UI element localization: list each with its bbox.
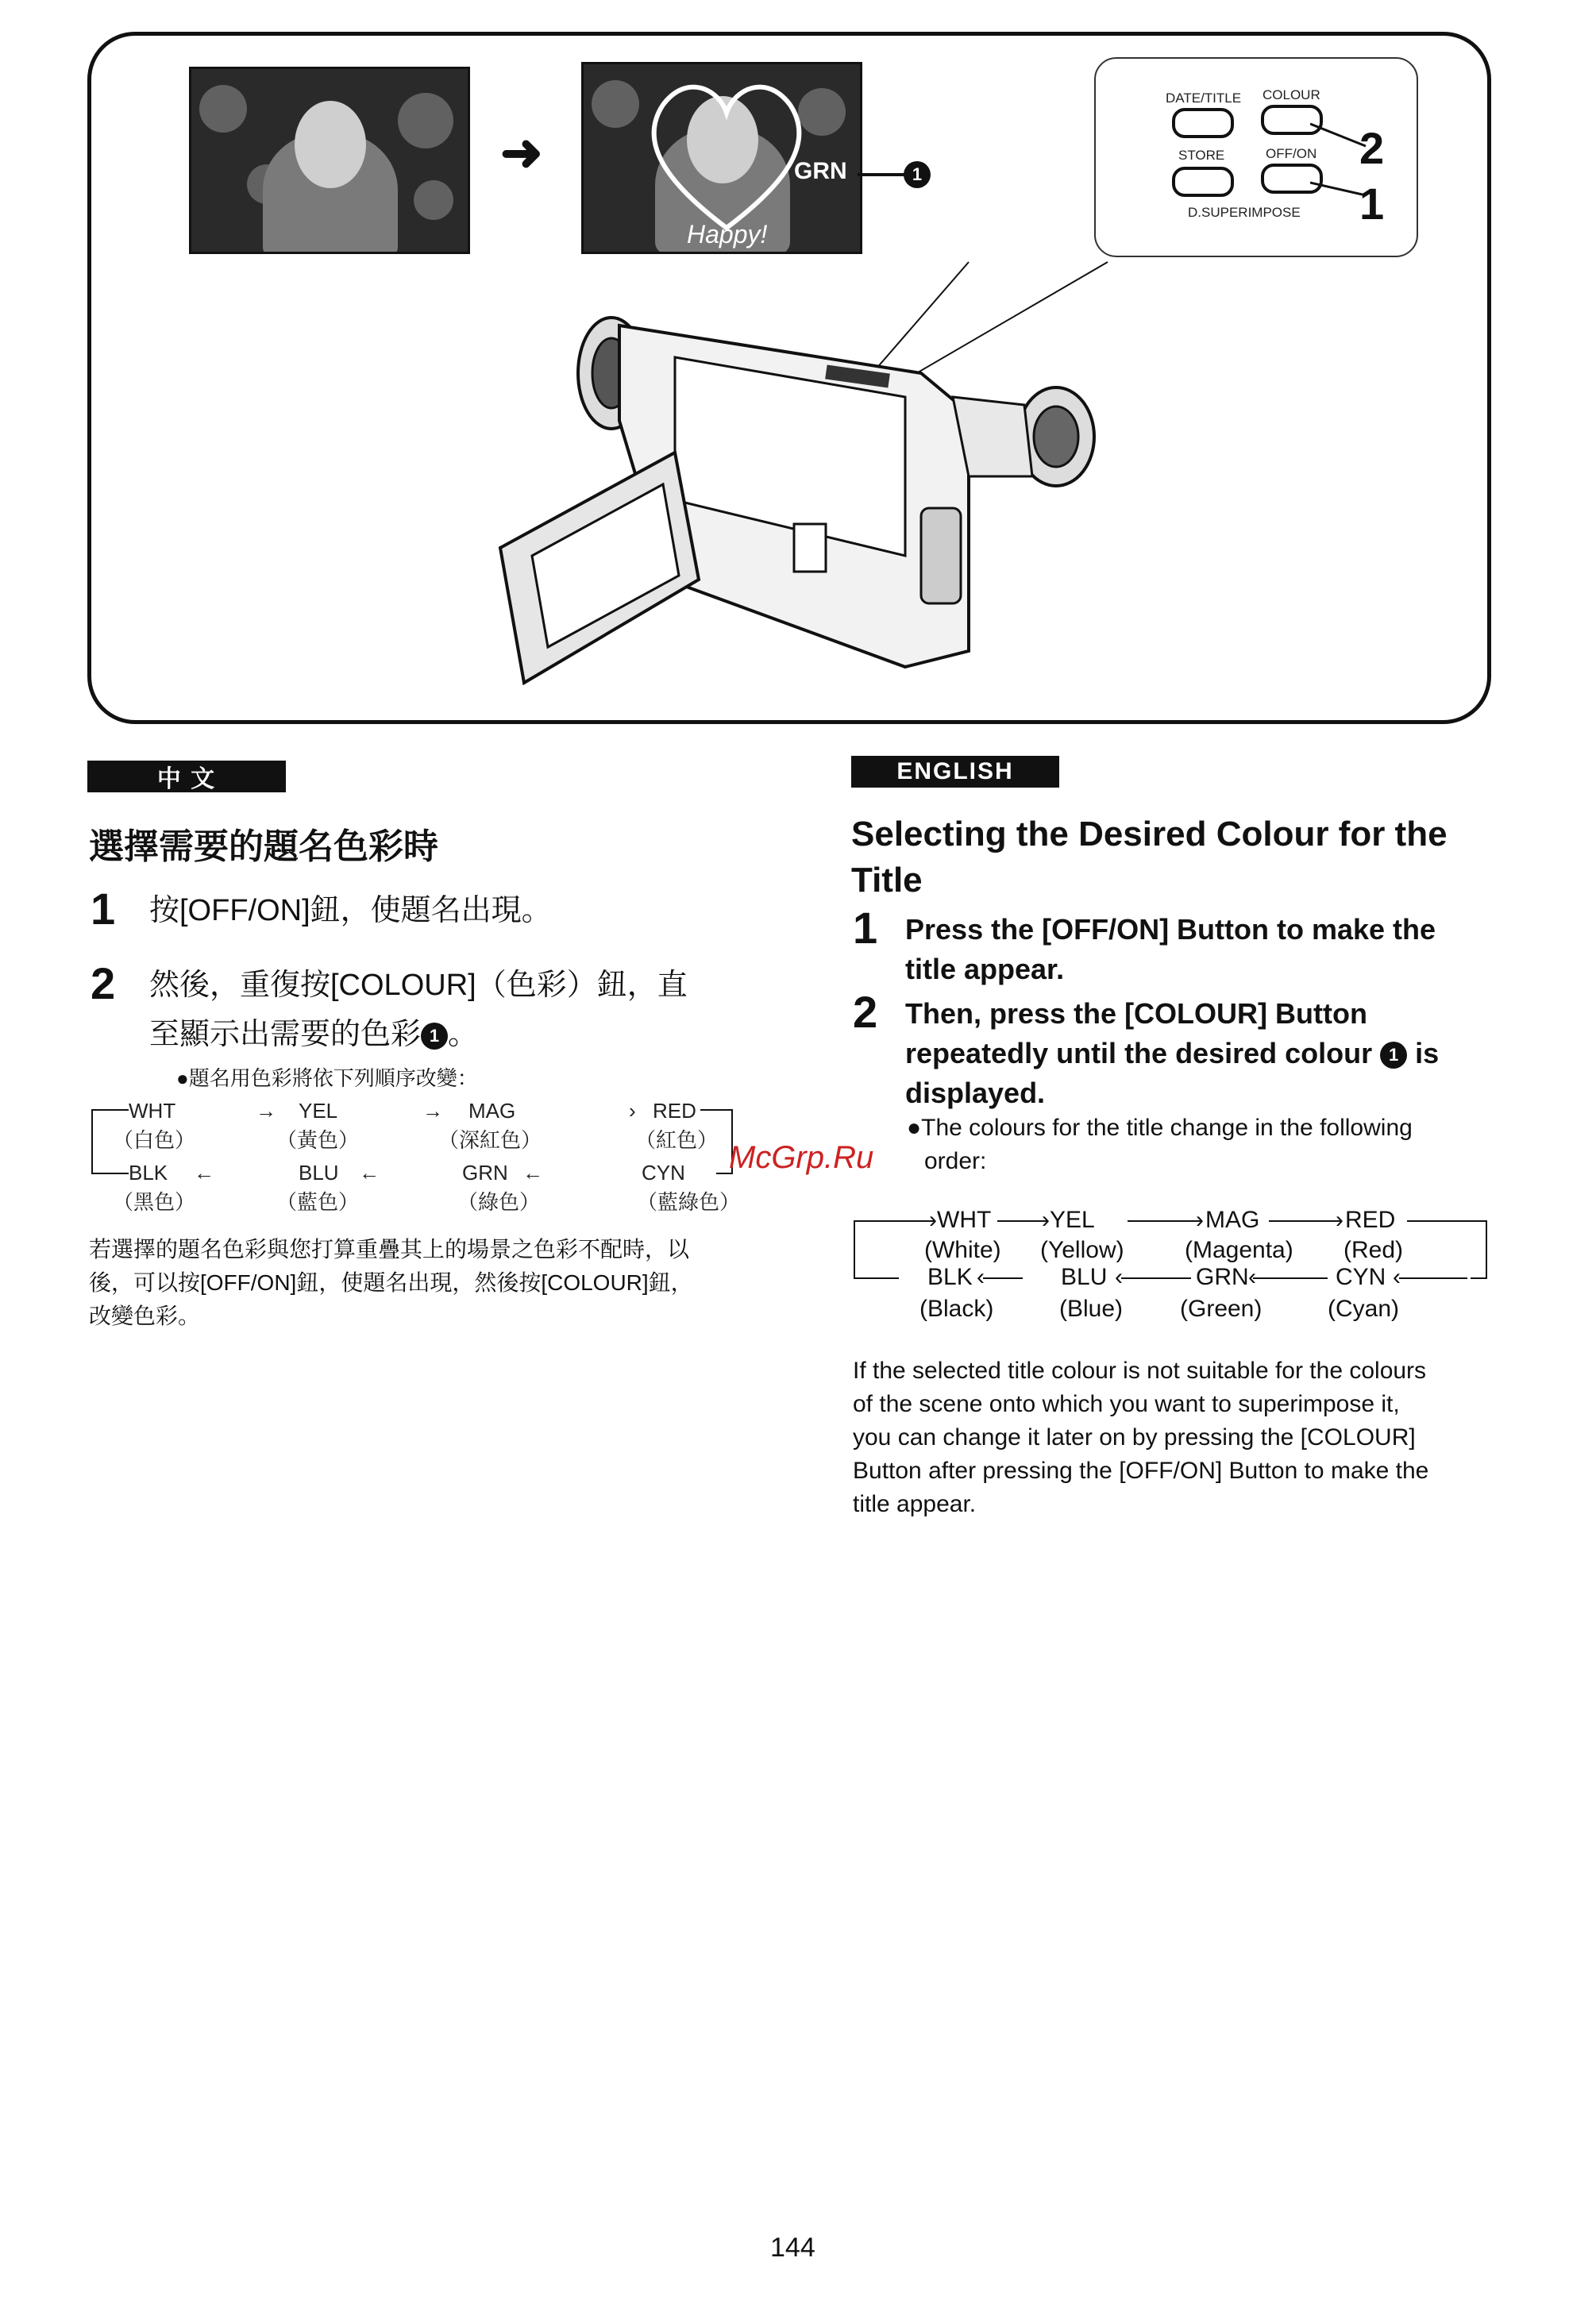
en-arrow-left-icon: ‹	[1248, 1264, 1256, 1290]
en-page-title-a: Selecting the Desired Colour for the	[851, 815, 1448, 853]
en-note-line-c: you can change it later on by pressing the [COLOUR]	[853, 1424, 1416, 1451]
zh-seq-grn-name: （綠色）	[457, 1190, 541, 1214]
en-arrow-right-icon: ›	[1336, 1207, 1343, 1233]
en-step-2-number: 2	[853, 987, 878, 1037]
en-page-title-b: Title	[851, 861, 923, 900]
english-section-tag: ENGLISH	[851, 756, 1059, 788]
en-step-1-number: 1	[853, 903, 878, 953]
arrow-right-icon: ➜	[500, 124, 543, 181]
colour-label: COLOUR	[1263, 87, 1320, 102]
en-seq-grn: GRN	[1196, 1264, 1249, 1290]
en-step-2-b-end: is	[1415, 1037, 1440, 1069]
en-seq-yel: YEL	[1050, 1207, 1095, 1233]
date-title-button[interactable]	[1172, 108, 1234, 138]
en-arrow-left-icon: ‹	[1393, 1264, 1401, 1290]
zh-bullet: ●題名用色彩將依下列順序改變：	[176, 1066, 478, 1090]
en-bullet-a: ●The colours for the title change in the following	[907, 1115, 1413, 1141]
zh-seq-cyn-name: （藍綠色）	[637, 1190, 741, 1214]
zh-step-1-number: 1	[91, 884, 116, 934]
en-seq-wht-name: (White)	[924, 1237, 1001, 1263]
en-arrow-left-icon: ‹	[1115, 1264, 1123, 1290]
en-seq-wht: WHT	[937, 1207, 992, 1233]
heart-frame-icon	[639, 69, 814, 244]
zh-seq-blk: BLK	[129, 1161, 168, 1185]
zh-seq-red-name: （紅色）	[635, 1128, 719, 1152]
superimpose-label: D.SUPERIMPOSE	[1188, 205, 1301, 220]
en-step-2-circle-number: 1	[1380, 1042, 1407, 1069]
en-arrow-right-icon: ›	[1196, 1207, 1204, 1233]
en-seq-cyn-name: (Cyan)	[1328, 1296, 1400, 1322]
zh-seq-red: RED	[653, 1099, 696, 1123]
title-caption: Happy!	[687, 220, 768, 249]
zh-step-2-circle-number: 1	[421, 1023, 448, 1050]
zh-step-1-text: 按[OFF/ON]鈕，使題名出現。	[149, 894, 552, 927]
zh-arrow-left-icon: ←	[359, 1161, 380, 1185]
en-seq-yel-name: (Yellow)	[1040, 1237, 1124, 1263]
en-seq-blk: BLK	[927, 1264, 973, 1290]
en-seq-blk-name: (Black)	[919, 1296, 994, 1322]
en-seq-blu: BLU	[1061, 1264, 1108, 1290]
en-step-2-c: displayed.	[905, 1077, 1046, 1109]
en-note-line-e: title appear.	[853, 1491, 977, 1517]
en-arrow-right-icon: ›	[929, 1207, 937, 1233]
en-seq-red-name: (Red)	[1343, 1237, 1404, 1263]
zh-colour-sequence	[89, 1099, 740, 1218]
zh-seq-cyn: CYN	[642, 1161, 685, 1185]
step-2-marker: 2	[1359, 123, 1385, 173]
zh-seq-yel: YEL	[299, 1099, 338, 1123]
zh-seq-mag: MAG	[468, 1099, 516, 1123]
en-note-line-b: of the scene onto which you want to superimpose it,	[853, 1391, 1400, 1417]
callout-number: 1	[904, 161, 931, 188]
en-arrow-left-icon: ‹	[977, 1264, 985, 1290]
zh-seq-grn: GRN	[462, 1161, 508, 1185]
zh-arrow-right-icon: ›	[629, 1099, 636, 1123]
zh-seq-wht: WHT	[129, 1099, 176, 1123]
offon-label: OFF/ON	[1266, 146, 1317, 161]
en-note-line-a: If the selected title colour is not suitable for the colours	[853, 1358, 1427, 1384]
en-step-2-b: repeatedly until the desired colour	[905, 1037, 1373, 1069]
chinese-section-tag: 中 文	[87, 761, 286, 792]
en-arrow-right-icon: ›	[1042, 1207, 1050, 1233]
en-seq-cyn: CYN	[1336, 1264, 1386, 1290]
zh-step-2-text-b: 至顯示出需要的色彩	[149, 1018, 422, 1051]
zh-seq-blu: BLU	[299, 1161, 339, 1185]
zh-arrow-right-icon: →	[422, 1099, 443, 1123]
store-button[interactable]	[1172, 167, 1234, 197]
zh-arrow-right-icon: →	[256, 1099, 276, 1123]
zh-note-line-a: 若選擇的題名色彩與您打算重疊其上的場景之色彩不配時，以	[89, 1237, 690, 1262]
zh-note-line-b: 後，可以按[OFF/ON]鈕，使題名出現，然後按[COLOUR]鈕，	[89, 1270, 693, 1295]
scene-image-after	[581, 62, 862, 254]
en-step-2-a: Then, press the [COLOUR] Button	[905, 997, 1367, 1030]
zh-page-title: 選擇需要的題名色彩時	[89, 827, 438, 866]
zh-note-line-c: 改變色彩。	[89, 1304, 201, 1328]
zh-seq-yel-name: （黃色）	[276, 1128, 360, 1152]
title-colour-label: GRN	[794, 158, 847, 184]
zh-seq-blk-name: （黑色）	[113, 1190, 196, 1214]
store-label: STORE	[1178, 148, 1225, 163]
en-step-1-b: title appear.	[905, 953, 1065, 985]
date-title-label: DATE/TITLE	[1166, 91, 1242, 106]
en-seq-red: RED	[1345, 1207, 1396, 1233]
page-number: 144	[770, 2233, 815, 2263]
zh-step-2-end: 。	[448, 1018, 479, 1051]
zh-step-2-number: 2	[91, 958, 116, 1008]
zh-seq-mag-name: （深紅色）	[438, 1128, 542, 1152]
zh-step-2-text-a: 然後，重復按[COLOUR]（色彩）鈕，直	[149, 969, 688, 1002]
en-note-line-d: Button after pressing the [OFF/ON] Button to make the	[853, 1458, 1429, 1484]
en-seq-blu-name: (Blue)	[1059, 1296, 1124, 1322]
en-bullet-b: order:	[924, 1148, 987, 1174]
camcorder-illustration	[492, 238, 1128, 715]
en-seq-mag-name: (Magenta)	[1185, 1237, 1293, 1263]
scene-image-before	[189, 67, 470, 254]
zh-seq-wht-name: （白色）	[113, 1128, 196, 1152]
en-step-1-a: Press the [OFF/ON] Button to make the	[905, 913, 1436, 946]
button-panel	[1094, 57, 1418, 257]
en-seq-grn-name: (Green)	[1180, 1296, 1263, 1322]
zh-arrow-left-icon: ←	[522, 1161, 543, 1185]
zh-seq-blu-name: （藍色）	[276, 1190, 360, 1214]
step-1-marker: 1	[1359, 179, 1385, 229]
en-seq-mag: MAG	[1205, 1207, 1260, 1233]
watermark: McGrp.Ru	[729, 1140, 874, 1175]
zh-step-2-line-b	[149, 1011, 478, 1058]
en-step-2-line-b	[905, 1034, 1439, 1073]
en-colour-sequence	[851, 1204, 1494, 1339]
zh-arrow-left-icon: ←	[194, 1161, 214, 1185]
